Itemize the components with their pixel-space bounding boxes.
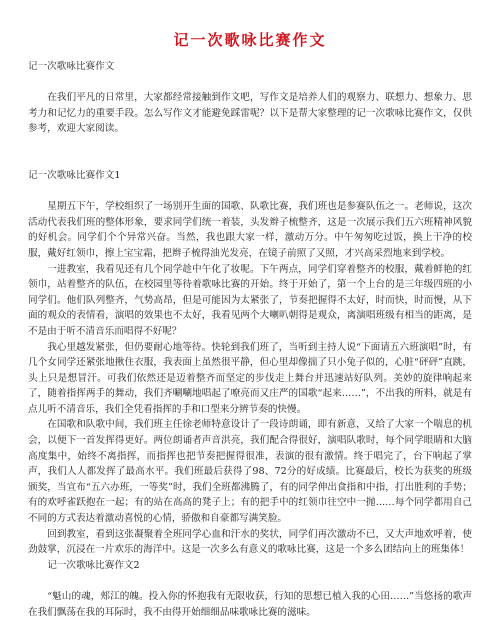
- spacer: [28, 573, 472, 589]
- essay2-heading: 记一次歌咏比赛作文2: [47, 559, 140, 571]
- intro-label: 记一次歌咏比赛作文: [28, 61, 115, 72]
- essay1-paragraph-3: 我心里越发紧张，但仍要耐心地等待。快轮到我们班了，当听到主持人说“下面请五六班演唱”时，有几个女同学还紧张地揪住衣服，我表面上虽然很平静，但心里却像揣了只小兔子似的，心脏“砰砰”直跳，头上只是想冒汗。可我们依然还是迈着整齐而坚定的步伐走上舞台并迅速站好队列。美妙的旋律响起来了，随着指挥两手的舞动，我们齐唰唰地唱起了嘹亮而又庄严的国歌“起来……”，不出我的所料，就是有点儿听不清音乐，我们全凭看指挥的手和口型来分辨节奏的快慢。: [28, 341, 472, 415]
- spacer: [28, 75, 472, 91]
- spacer: [28, 137, 472, 168]
- essay2-paragraph: “魁山的魂，郏江的魄。投入你的怀抱我有无限收获，行知的思想已植入我的心田……”当悠扬的歌声在我们飘荡在我的耳际时，我不由得开始细细品味歌咏比赛的滋味。: [28, 591, 472, 618]
- intro-paragraph: 在我们平凡的日常里，大家都经常接触到作文吧，写作文是培养人们的观察力、联想力、想象力、思考力和记忆力的重要手段。怎么写作文才能避免踩雷呢？以下是帮大家整理的记一次歌咏比赛作文，仅供参考，欢迎大家阅读。: [28, 92, 472, 135]
- essay1-paragraph-1: 星期五下午，学校组织了一场别开生面的国歌、队歌比赛，我们班也是参赛队伍之一。老师说，这次活动代表我们班的整体形象，要求同学们统一着装，头发辫子梳整齐，这是一次展示我们五六班精神风貌的好机会。同学们个个异常兴奋。当然，我也跟大家一样，激动万分。中午匆匆吃过饭，换上干净的校服，戴好红领巾，擦上宝宝霜，把辫子梳得油光发亮，在镜子前照了又照，才兴高采烈地来到学校。: [28, 201, 472, 259]
- essay1-paragraph-5: 回到教室，看到这张凝聚着全班同学心血和汗水的奖状，同学们再次激动不已，又大声地欢呼着，使劲鼓掌，沉浸在一片欢乐的海洋中。这是一次多么有意义的歌咏比赛，这是一个多么团结向上的班集体！: [28, 528, 472, 556]
- spacer: [28, 184, 472, 200]
- essay1-paragraph-2: 一进教室，我看见还有几个同学趁中午化了妆呢。下午两点，同学们穿着整齐的校服，戴着鲜艳的红领巾，站着整齐的队伍，在校园里等待着歌咏比赛的开始。终于开始了，第一个上台的是三年级四班的小同学们。他们队列整齐，气势高昂，但是可能因为太紧张了，节奏把握得不太好，时而快，时而慢，从下面的观众的表情看，演唱的效果也不太好，我看见两个大喇叭朝得是观众，离演唱班级有相当的距离，是不是由于听不清音乐而唱得不好呢？: [28, 263, 472, 337]
- document-title: 记一次歌咏比赛作文: [173, 31, 327, 49]
- essay1-heading: 记一次歌咏比赛作文1: [28, 169, 121, 181]
- essay1-paragraph-4: 在国歌和队歌中间，我们班主任徐老师特意设计了一段诗朗诵，即有新意，又给了大家一个喘息的机会，以便下一首发挥得更好。两位朗诵者声音洪亮，我们配合得很好，演唱队歌时，每个同学眼睛和大脑高度集中，始终不离指挥，而指挥也把节奏把握得很准，表演的很有激情。终于唱完了，台下响起了掌声，我们人人都发挥了最高水平。我们班最后获得了98、72分的好成绩。比赛最后，校长为获奖的班级颁奖，当宣布“五六办班，一等奖”时，我们全班都沸腾了，有的同学伸出食指和中指，打出胜利的手势；有的欢呼雀跃抱在一起；有的站在高高的凳子上；有的把手中的红领巾往空中一抛……每个同学都用自己不同的方式表达着激动喜悦的心情，骄傲和自豪都写满笑脸。: [28, 419, 472, 525]
